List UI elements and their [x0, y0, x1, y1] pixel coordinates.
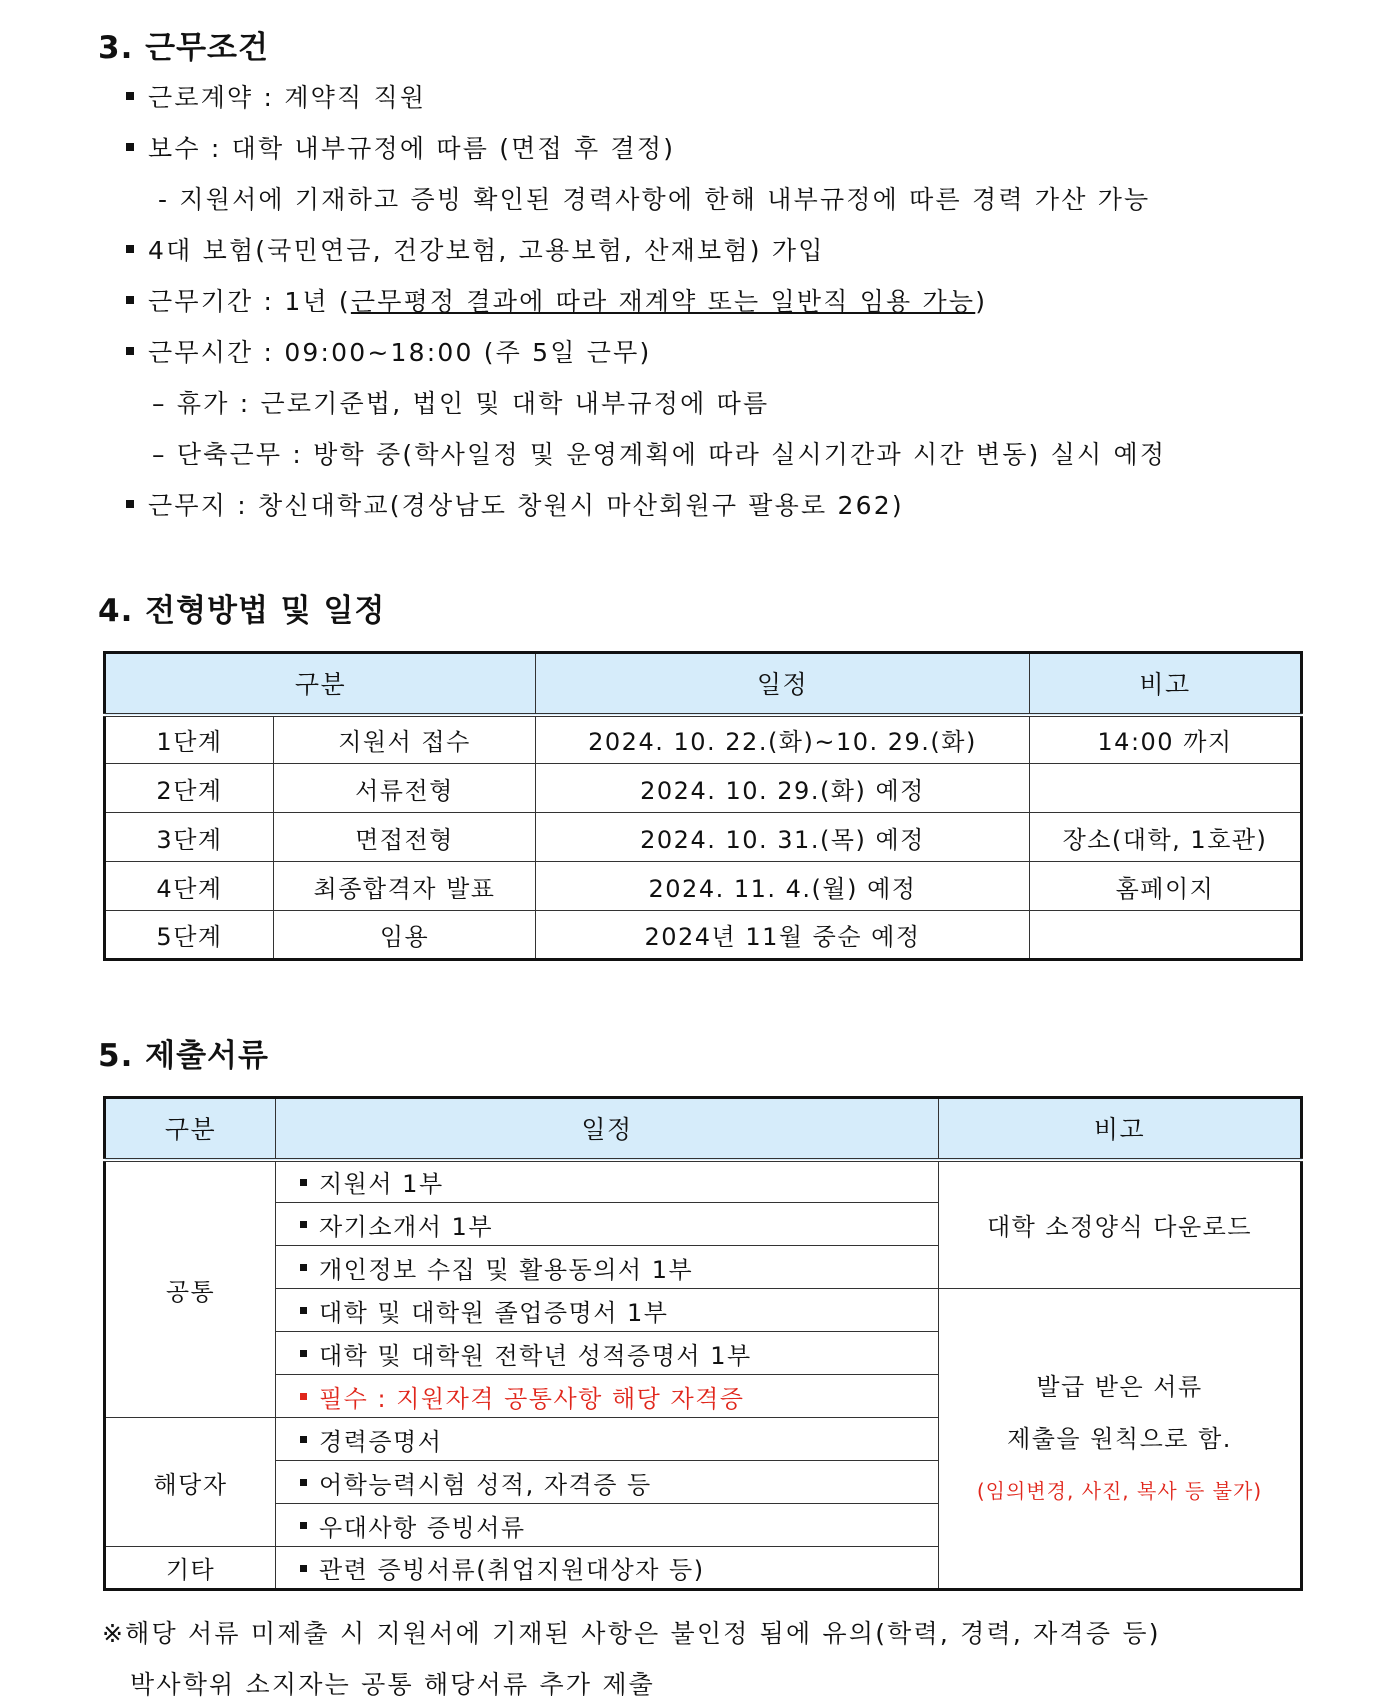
process-cell: 최종합격자 발표: [274, 862, 536, 911]
table-row: [105, 715, 1302, 764]
condition-period: 근무기간 : 1년 (근무평정 결과에 따라 재계약 또는 일반직 임용 가능): [126, 282, 987, 318]
bullet: [126, 347, 134, 355]
document-item: 어학능력시험 성적, 자격증 등: [276, 1461, 939, 1504]
table-header-row: [105, 653, 1302, 715]
note-download: 대학 소정양식 다운로드: [939, 1160, 1302, 1289]
section-4-title: 4. 전형방법 및 일정: [98, 593, 386, 629]
column-header: 비고: [939, 1098, 1302, 1160]
condition-leave: – 휴가 : 근로기준법, 법인 및 대학 내부규정에 따름: [152, 389, 770, 418]
stage-cell: 1단계: [105, 715, 274, 764]
document-item: 경력증명서: [276, 1418, 939, 1461]
condition-salary: 보수 : 대학 내부규정에 따름 (면접 후 결정): [126, 129, 675, 165]
document-item: 관련 증빙서류(취업지원대상자 등): [276, 1547, 939, 1590]
document-item: 자기소개서 1부: [276, 1203, 939, 1246]
stage-cell: 3단계: [105, 813, 274, 862]
date-cell: 2024. 10. 29.(화) 예정: [536, 764, 1030, 813]
table-row: [105, 862, 1302, 911]
documents-table: [103, 1096, 1303, 1591]
column-header: 구분: [105, 653, 536, 715]
table-header-row: [105, 1098, 1302, 1160]
process-cell: 임용: [274, 911, 536, 960]
note-cell: 14:00 까지: [1030, 715, 1302, 764]
column-header: 일정: [536, 653, 1030, 715]
document-item: 개인정보 수집 및 활용동의서 1부: [276, 1246, 939, 1289]
process-cell: 지원서 접수: [274, 715, 536, 764]
footnote-warning: ※해당 서류 미제출 시 지원서에 기재된 사항은 불인정 됨에 유의(학력, 경력, 자격증 등): [102, 1619, 1161, 1648]
bullet: [126, 245, 134, 253]
column-header: 구분: [105, 1098, 276, 1160]
column-header: 일정: [276, 1098, 939, 1160]
document-item: 대학 및 대학원 졸업증명서 1부: [276, 1289, 939, 1332]
bullet: [126, 500, 134, 508]
condition-contract: 근로계약 : 계약직 직원: [126, 78, 426, 114]
date-cell: 2024. 11. 4.(월) 예정: [536, 862, 1030, 911]
date-cell: 2024년 11월 중순 예정: [536, 911, 1030, 960]
section-3-title: 3. 근무조건: [98, 30, 269, 66]
note-cell: 장소(대학, 1호관): [1030, 813, 1302, 862]
note-original-documents: [939, 1289, 1302, 1590]
group-cell-applicable: 해당자: [105, 1418, 276, 1547]
stage-cell: 5단계: [105, 911, 274, 960]
process-cell: 면접전형: [274, 813, 536, 862]
date-cell: 2024. 10. 22.(화)~10. 29.(화): [536, 715, 1030, 764]
section-5-title: 5. 제출서류: [98, 1038, 269, 1074]
document-item: 대학 및 대학원 전학년 성적증명서 1부: [276, 1332, 939, 1375]
table-row: [105, 813, 1302, 862]
bullet: [126, 92, 134, 100]
column-header: 비고: [1030, 653, 1302, 715]
bullet: [126, 143, 134, 151]
note-original-line: 제출을 원칙으로 함.: [1007, 1424, 1232, 1453]
stage-cell: 4단계: [105, 862, 274, 911]
note-cell: [1030, 911, 1302, 960]
document-item-required: 필수 : 지원자격 공통사항 해당 자격증: [276, 1375, 939, 1418]
document-item: 우대사항 증빙서류: [276, 1504, 939, 1547]
document-item: 지원서 1부: [276, 1160, 939, 1203]
note-cell: [1030, 764, 1302, 813]
table-row: [105, 1160, 1302, 1203]
group-cell-common: 공통: [105, 1160, 276, 1418]
process-cell: 서류전형: [274, 764, 536, 813]
condition-salary-detail: - 지원서에 기재하고 증빙 확인된 경력사항에 한해 내부규정에 따른 경력 가산 가능: [158, 185, 1151, 214]
note-cell: 홈페이지: [1030, 862, 1302, 911]
date-cell: 2024. 10. 31.(목) 예정: [536, 813, 1030, 862]
condition-hours: 근무시간 : 09:00~18:00 (주 5일 근무): [126, 333, 651, 369]
condition-insurance: 4대 보험(국민연금, 건강보험, 고용보험, 산재보험) 가입: [126, 231, 825, 267]
table-row: [105, 764, 1302, 813]
condition-short-work: – 단축근무 : 방학 중(학사일정 및 운영계획에 따라 실시기간과 시간 변동) 실시 예정: [152, 440, 1167, 469]
group-cell-other: 기타: [105, 1547, 276, 1590]
footnote-doctorate: 박사학위 소지자는 공통 해당서류 추가 제출: [130, 1670, 656, 1699]
condition-location: 근무지 : 창신대학교(경상남도 창원시 마산회원구 팔용로 262): [126, 486, 904, 522]
note-original-line: 발급 받은 서류: [1036, 1372, 1203, 1401]
table-row: [105, 911, 1302, 960]
bullet: [126, 296, 134, 304]
stage-cell: 2단계: [105, 764, 274, 813]
schedule-table: [103, 651, 1303, 961]
table-row: [105, 1289, 1302, 1332]
note-original-warning: (임의변경, 사진, 복사 등 불가): [976, 1478, 1263, 1503]
